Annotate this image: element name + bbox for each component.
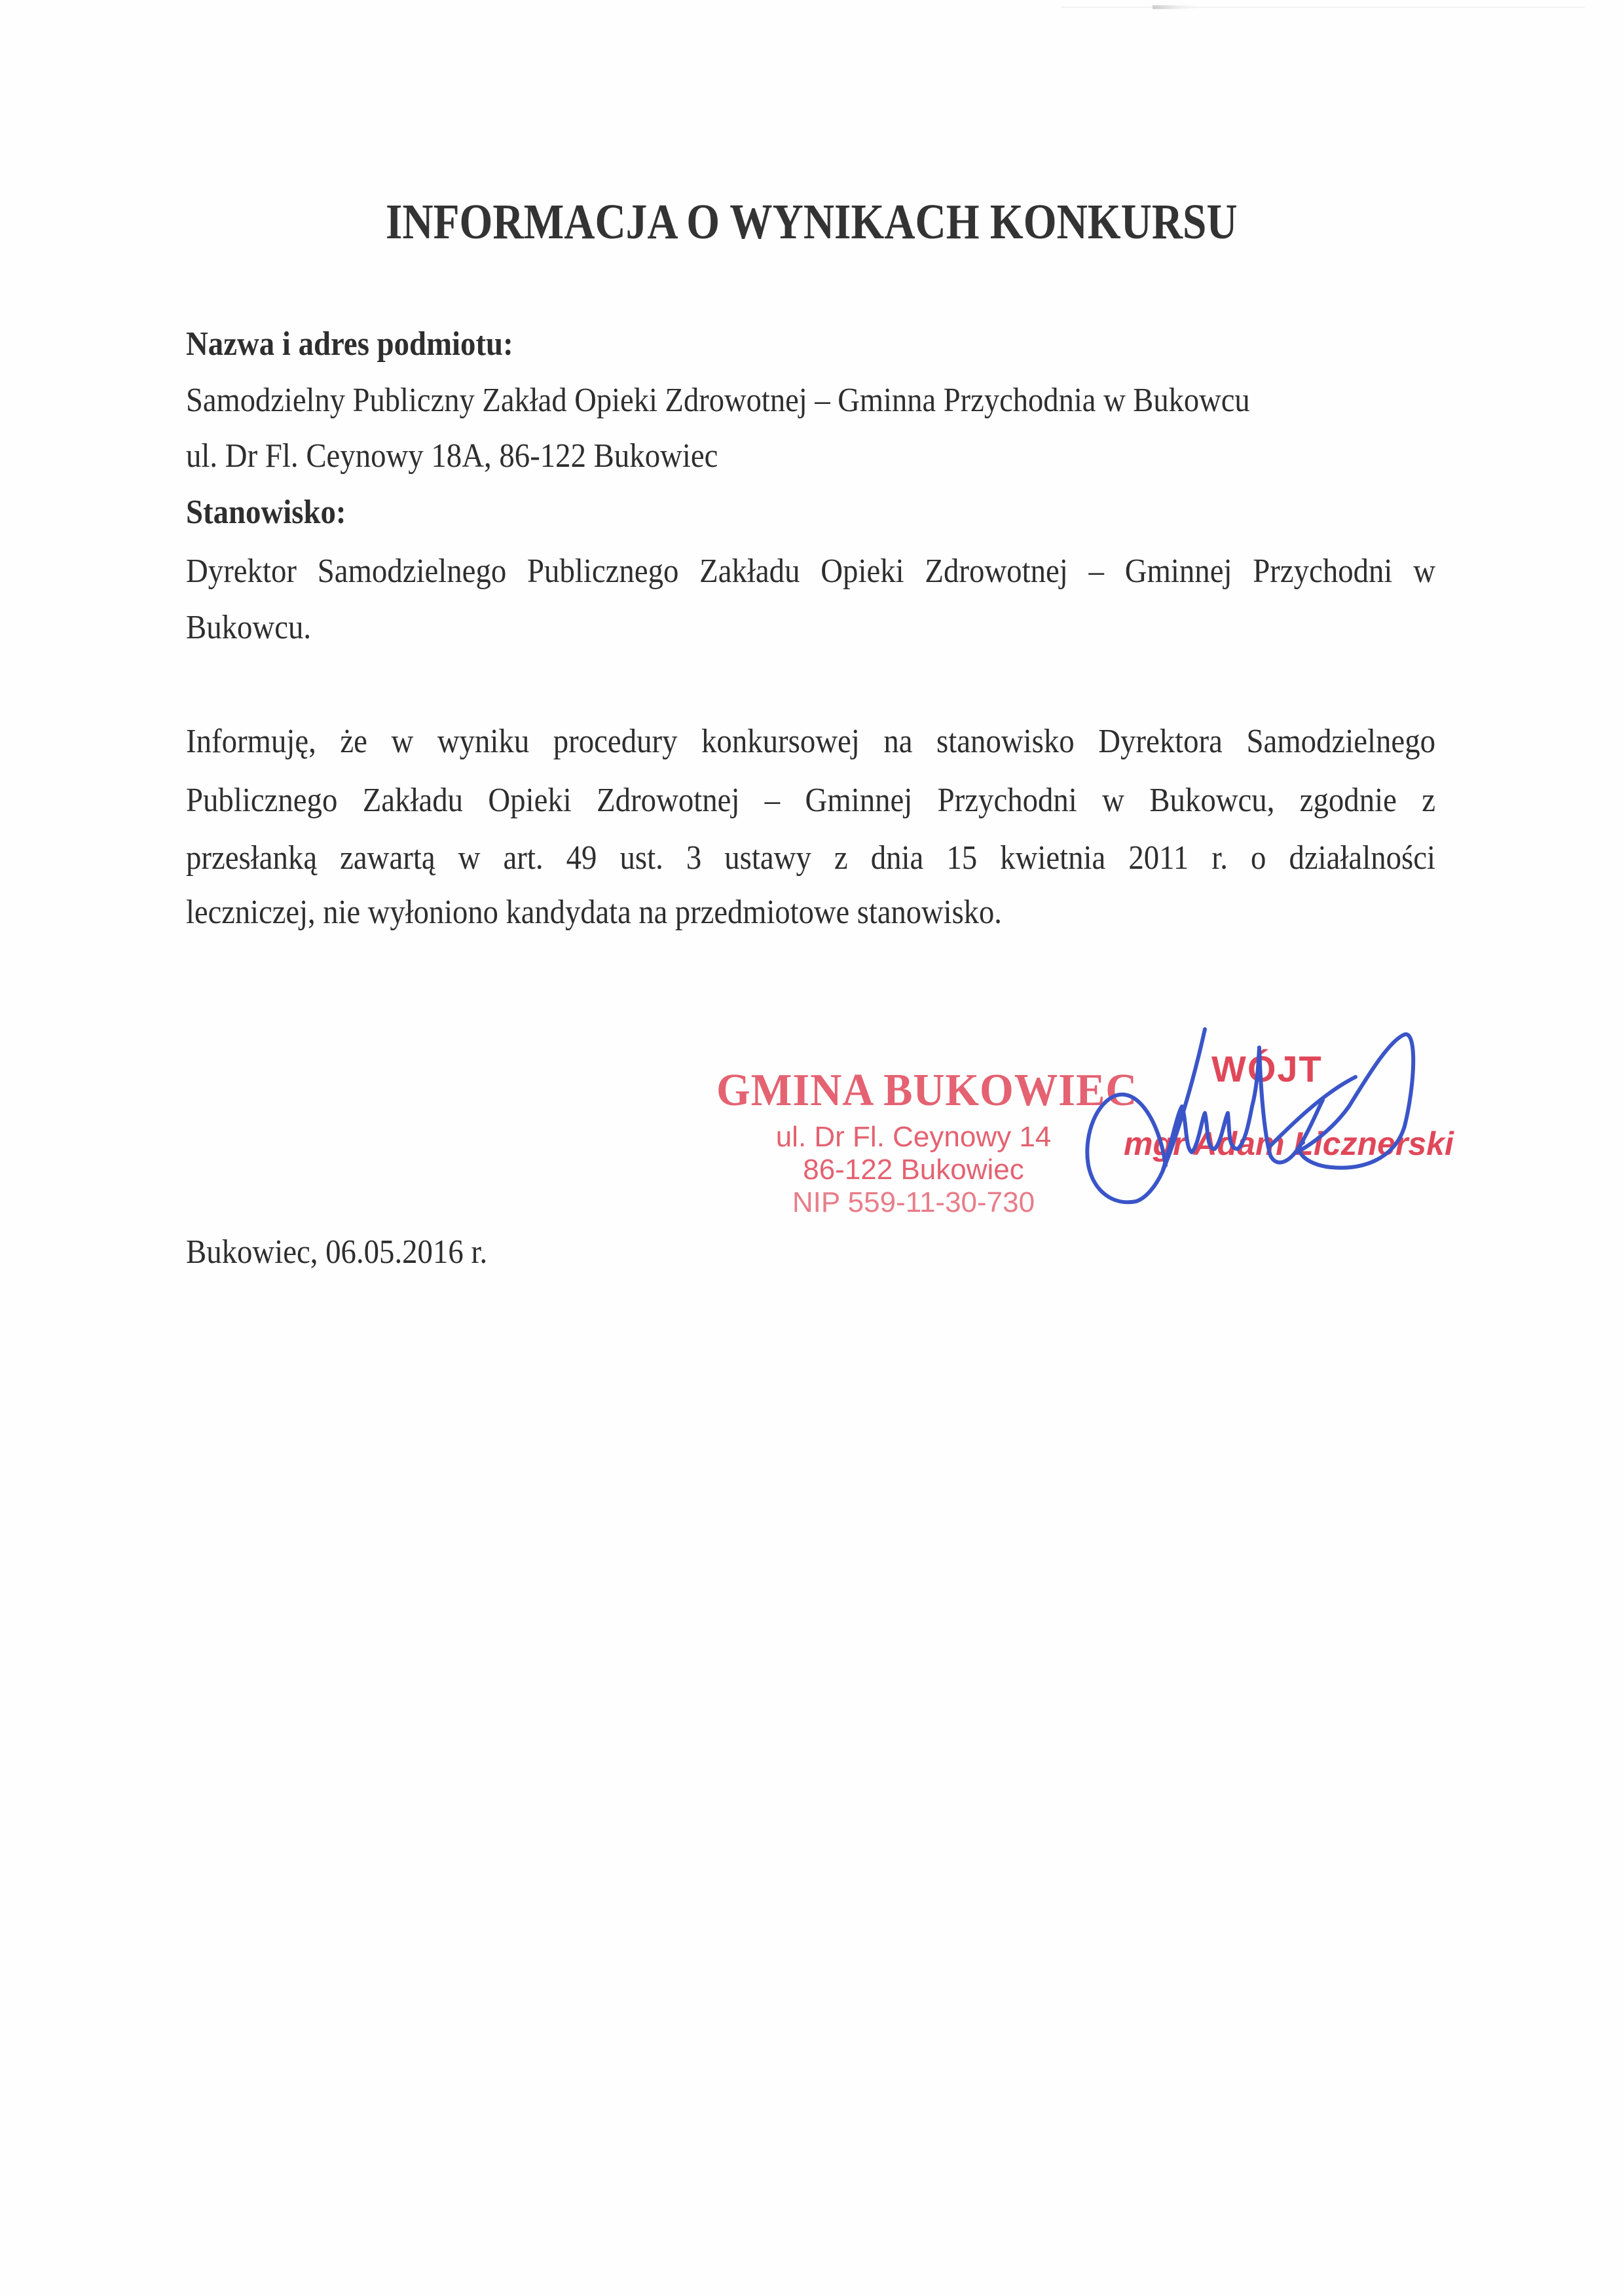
paragraph-line: Publicznego Zakładu Opieki Zdrowotnej – Gminnej Przychodni w Bukowcu, zgodnie z (186, 782, 1435, 819)
scan-artifact (1061, 7, 1585, 8)
place-and-date: Bukowiec, 06.05.2016 r. (186, 1233, 488, 1271)
paragraph-line: przesłanką zawartą w art. 49 ust. 3 ustawy z dnia 15 kwietnia 2011 r. o działalności (186, 839, 1435, 877)
paragraph-line: Informuję, że w wyniku procedury konkursowej na stanowisko Dyrektora Samodzielnego (186, 723, 1435, 760)
wojt-stamp-role: WÓJT (1211, 1048, 1323, 1089)
entity-heading: Nazwa i adres podmiotu: (186, 325, 513, 363)
entity-address: ul. Dr Fl. Ceynowy 18A, 86-122 Bukowiec (186, 437, 718, 475)
stamp-nip-line: NIP 559-11-30-730 (792, 1186, 1035, 1218)
municipality-stamp-title: GMINA BUKOWIEC (716, 1065, 1138, 1116)
handwritten-signature (1074, 1015, 1441, 1211)
position-heading: Stanowisko: (186, 494, 346, 531)
signature-stroke (1297, 1034, 1413, 1168)
position-line: Bukowcu. (186, 609, 312, 646)
stamp-address-line: 86-122 Bukowiec (803, 1154, 1024, 1186)
wojt-stamp-name: mgr Adam Licznerski (1124, 1125, 1454, 1162)
document-title: INFORMACJA O WYNIKACH KONKURSU (385, 194, 1238, 249)
stamp-address-line: ul. Dr Fl. Ceynowy 14 (775, 1121, 1052, 1153)
paragraph-line: leczniczej, nie wyłoniono kandydata na przedmiotowe stanowisko. (186, 894, 1002, 931)
position-line: Dyrektor Samodzielnego Publicznego Zakładu Opieki Zdrowotnej – Gminnej Przychodni w (186, 553, 1435, 590)
signature-stroke (1270, 1077, 1356, 1146)
scan-artifact (1153, 5, 1198, 9)
entity-name: Samodzielny Publiczny Zakład Opieki Zdrowotnej – Gminna Przychodnia w Bukowcu (186, 382, 1250, 419)
signature-stroke (1087, 1029, 1205, 1202)
